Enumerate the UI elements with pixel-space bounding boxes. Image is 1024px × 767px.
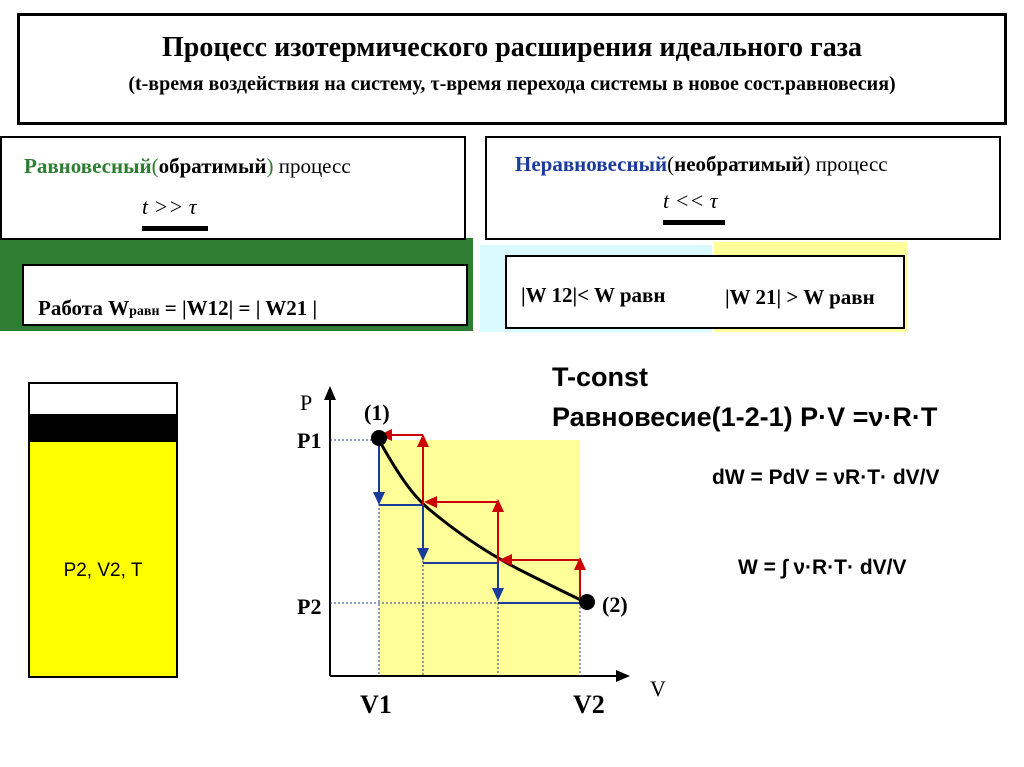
p-axis-label: P: [300, 390, 313, 415]
state-point-1: [371, 430, 387, 446]
v-axis-arrow: [616, 670, 630, 682]
inequality-2: |W 21| > W равн: [725, 285, 875, 309]
equilibrium-suffix: процесс: [273, 154, 351, 178]
nonequilibrium-title: Неравновесный(необратимый) процесс: [515, 152, 888, 176]
v1-label: V1: [360, 690, 392, 719]
equilibrium-condition: t >> τ: [142, 194, 197, 219]
gas-volume: [30, 442, 176, 676]
equilibrium-name: Равновесный: [24, 154, 152, 178]
v-axis-label: V: [650, 676, 666, 701]
piston: [30, 414, 176, 442]
nonequilibrium-condition-bar: [663, 220, 725, 225]
nonequilibrium-name: Неравновесный: [515, 152, 668, 176]
point-2-label: (2): [602, 592, 628, 617]
nonequilibrium-condition: t << τ: [663, 188, 718, 213]
p-axis-arrow: [324, 386, 336, 400]
inequality-1: |W 12|< W равн: [521, 283, 666, 307]
nonequilibrium-suffix: процесс: [810, 152, 888, 176]
work-formula: [38, 296, 317, 321]
title-box: [17, 13, 1007, 125]
work-box: [22, 264, 468, 326]
equilibrium-condition-bar: [142, 226, 208, 231]
tconst-label: T-const: [552, 362, 649, 392]
title-main: Процесс изотермического расширения идеального газа: [161, 32, 863, 63]
equilibrium-paren: обратимый: [158, 154, 267, 178]
cylinder: [28, 382, 178, 678]
equilibrium-header-box: [0, 136, 466, 240]
dw-equation: dW = PdV = νR·T· dV/V: [712, 466, 940, 489]
p2-label: P2: [297, 594, 322, 619]
point-1-label: (1): [364, 400, 390, 425]
p1-label: P1: [297, 428, 322, 453]
nonequilibrium-header-box: [485, 136, 1001, 240]
title-sub: (t-время воздействия на систему, τ-время перехода системы в новое сост.равновесия): [128, 73, 896, 95]
w-equation: W = ∫ ν·R·T· dV/V: [738, 556, 907, 579]
equilibrium-title: Равновесный(обратимый) процесс: [24, 154, 351, 178]
inequality-box: [505, 255, 905, 329]
work-expr: = |W12| = | W21 |: [164, 296, 318, 320]
work-label: Работа W: [38, 296, 130, 320]
equilibrium-equation: Равновесие(1-2-1) P·V =ν·R·T: [552, 402, 938, 432]
state-point-2: [579, 594, 595, 610]
work-sub: равн: [129, 304, 160, 319]
work-area: [379, 440, 580, 676]
gas-state-label: P2, V2, T: [63, 560, 143, 581]
v2-label: V2: [573, 690, 605, 719]
